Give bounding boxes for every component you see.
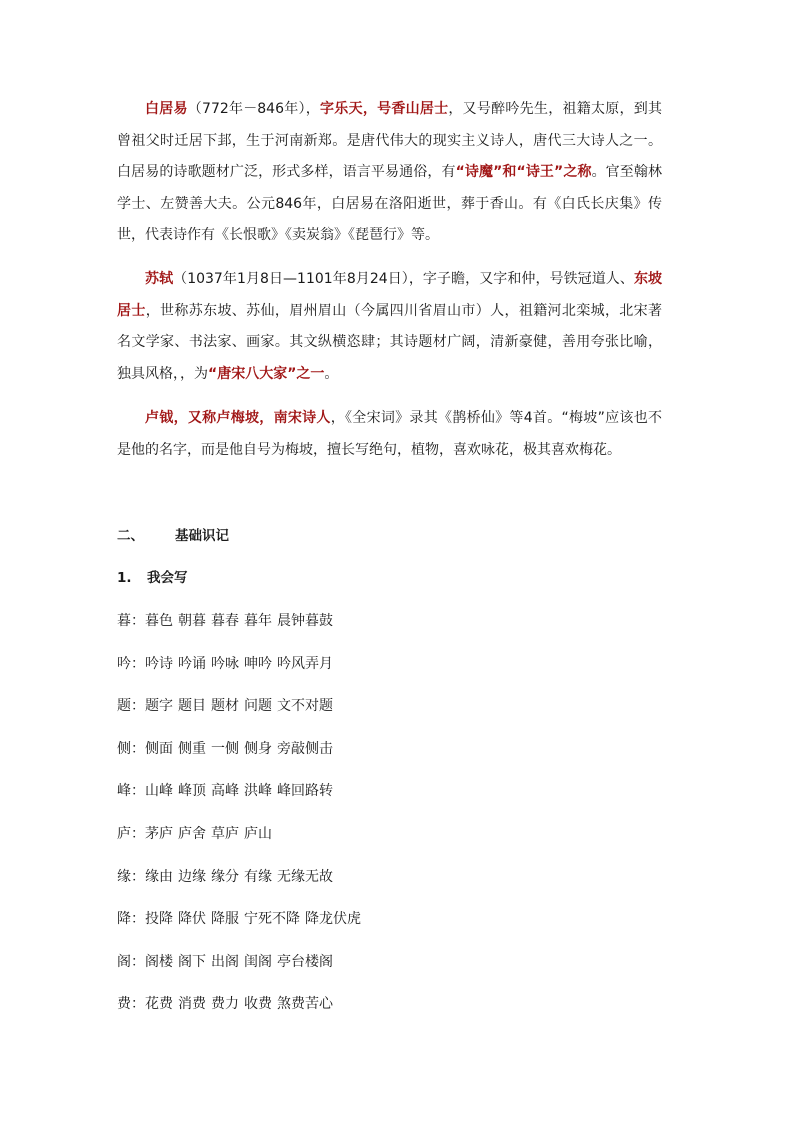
word-item: 亭台楼阁 <box>277 953 333 970</box>
word-item: 文不对题 <box>277 698 333 715</box>
word-char: 吟： <box>117 655 145 672</box>
word-item: 缘分 <box>211 868 239 885</box>
word-item: 峰顶 <box>178 783 206 800</box>
word-item: 呻吟 <box>244 655 272 672</box>
word-item: 侧身 <box>244 740 272 757</box>
word-item: 问题 <box>244 698 272 715</box>
word-row <box>117 994 338 1014</box>
word-item: 洪峰 <box>244 783 272 800</box>
word-row <box>117 824 277 844</box>
word-item: 吟咏 <box>211 655 239 672</box>
word-row <box>117 739 338 759</box>
word-item: 煞费苦心 <box>277 996 333 1013</box>
word-row <box>117 696 338 716</box>
word-char: 侧： <box>117 740 145 757</box>
word-char: 暮： <box>117 613 145 629</box>
word-item: 花费 <box>145 996 173 1013</box>
word-item: 降服 <box>211 911 239 928</box>
su-text-3: 。 <box>324 365 339 382</box>
section-number: 二、 <box>117 528 144 544</box>
su-hao: 东坡居士 <box>117 271 663 319</box>
subsection-title: 我会写 <box>147 570 188 586</box>
word-row <box>117 952 338 972</box>
su-text-2: ，世称苏东坡、苏仙，眉州眉山（今属四川省眉山市）人，祖籍河北栾城，北宋著名文学家、书法家、画家。其文纵横恣肆；其诗题材广阔，清新豪健，善用夸张比喻，独具风格，，为 <box>117 302 662 382</box>
word-row <box>117 611 338 631</box>
bai-dates: （772年－846年）， <box>187 101 321 117</box>
word-item: 收费 <box>244 996 272 1013</box>
subsection-heading <box>117 568 188 588</box>
su-text-1: （1037年1月8日—1101年8月24日），字子瞻，又字和仲，号铁冠道人、 <box>173 271 634 287</box>
subsection-number: 1. <box>117 570 132 586</box>
word-item: 题字 <box>145 698 173 715</box>
word-item: 暮年 <box>244 613 272 629</box>
bai-name: 白居易 <box>145 101 188 117</box>
su-name: 苏轼 <box>145 271 174 287</box>
word-item: 朝暮 <box>178 613 206 629</box>
word-item: 阁下 <box>178 953 206 970</box>
word-item: 费力 <box>211 996 239 1013</box>
word-item: 一侧 <box>211 740 239 757</box>
word-item: 暮春 <box>211 613 239 629</box>
su-title: “唐宋八大家”之一 <box>208 365 325 382</box>
word-item: 降龙伏虎 <box>305 911 361 928</box>
word-row <box>117 654 338 674</box>
bai-text-2: 。官至翰林学士、左赞善大夫。公元846年，白居易在洛阳逝世，葬于香山。有《白氏长庆集》传世，代表诗作有《长恨歌》《卖炭翁》《琵琶行》等。 <box>117 164 663 243</box>
word-item: 侧重 <box>178 740 206 757</box>
word-item: 无缘无故 <box>277 868 333 885</box>
section-heading <box>117 526 229 546</box>
word-item: 暮色 <box>145 613 173 629</box>
word-item: 缘由 <box>145 868 173 885</box>
word-char: 峰： <box>117 783 145 800</box>
word-char: 缘： <box>117 868 145 885</box>
word-char: 题： <box>117 698 145 715</box>
word-item: 吟诗 <box>145 655 173 672</box>
word-item: 吟风弄月 <box>277 655 333 672</box>
word-item: 有缘 <box>244 868 272 885</box>
word-item: 投降 <box>145 911 173 928</box>
word-item: 庐舍 <box>178 826 206 842</box>
section-title: 基础识记 <box>175 528 229 544</box>
bai-title: “诗魔”和“诗王”之称 <box>455 164 592 180</box>
word-item: 消费 <box>178 996 206 1013</box>
word-item: 闺阁 <box>244 953 272 970</box>
word-char: 降： <box>117 911 145 928</box>
word-item: 旁敲侧击 <box>277 740 333 757</box>
word-item: 晨钟暮鼓 <box>277 613 333 629</box>
word-item: 题材 <box>211 698 239 715</box>
word-row <box>117 781 338 801</box>
word-row <box>117 909 366 929</box>
bio-lu-yue <box>117 403 662 466</box>
word-item: 宁死不降 <box>244 911 300 928</box>
bio-su-shi <box>117 264 662 390</box>
bai-text-1: ，又号醉吟先生，祖籍太原，到其曾祖父时迁居下邽，生于河南新郑。是唐代伟大的现实主义诗人，唐代三大诗人之一。白居易的诗歌题材广泛，形式多样，语言平易通俗，有 <box>117 101 663 180</box>
word-item: 茅庐 <box>145 826 173 842</box>
word-item: 庐山 <box>244 826 272 842</box>
word-item: 题目 <box>178 698 206 715</box>
word-char: 庐： <box>117 826 145 842</box>
word-item: 侧面 <box>145 740 173 757</box>
word-item: 降伏 <box>178 911 206 928</box>
word-item: 边缘 <box>178 868 206 885</box>
lu-intro: 卢钺，又称卢梅坡，南宋诗人 <box>145 410 331 426</box>
lu-text: ，《全宋词》录其《鹊桥仙》等4首。“梅坡”应该也不是他的名字，而是他自号为梅坡，擅长写绝句，植物，喜欢咏花，极其喜欢梅花。 <box>117 410 662 458</box>
bio-bai-juyi <box>117 94 662 252</box>
word-item: 阁楼 <box>145 953 173 970</box>
word-item: 出阁 <box>211 953 239 970</box>
word-char: 费： <box>117 996 145 1013</box>
word-item: 草庐 <box>211 826 239 842</box>
bai-zi: 字乐天，号香山居士 <box>320 101 449 117</box>
word-item: 高峰 <box>211 783 239 800</box>
word-row <box>117 867 338 887</box>
word-item: 吟诵 <box>178 655 206 672</box>
word-char: 阁： <box>117 953 145 970</box>
word-item: 山峰 <box>145 783 173 800</box>
word-item: 峰回路转 <box>277 783 333 800</box>
